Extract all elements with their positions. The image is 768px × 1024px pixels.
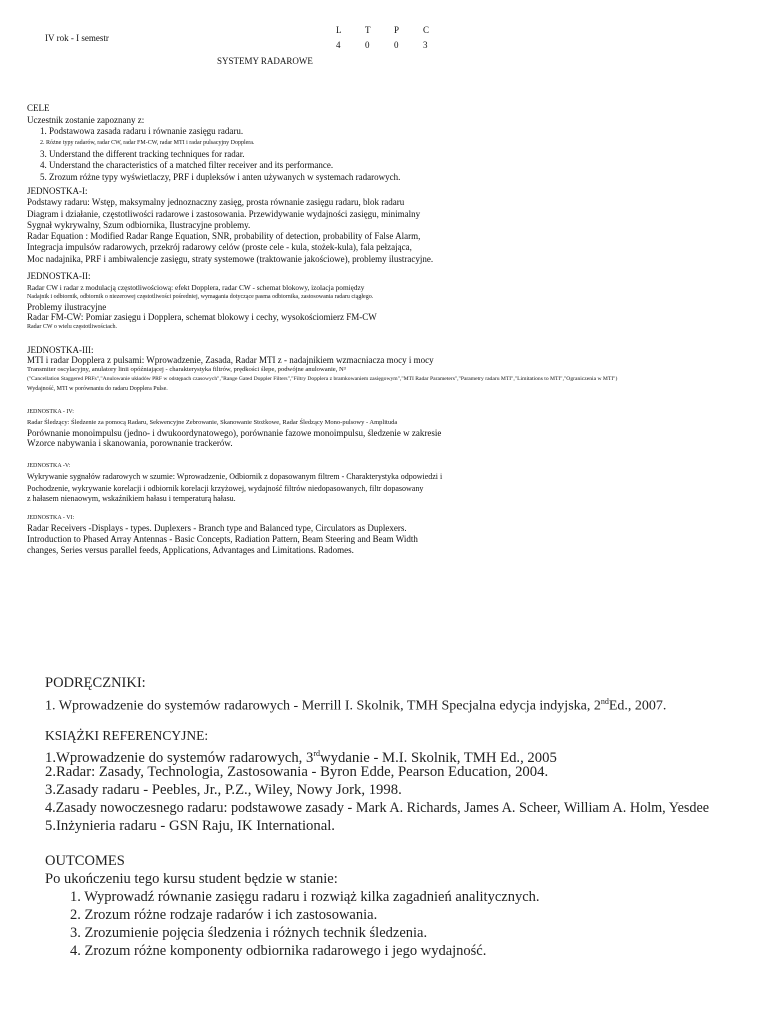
ltpc-value-t: 0 bbox=[365, 40, 370, 50]
cele-heading: CELE bbox=[27, 103, 50, 113]
unit-6-heading: JEDNOSTKA - VI: bbox=[27, 515, 75, 521]
reference-item-text-end: wydanie - M.I. Skolnik, TMH Ed., 2005 bbox=[320, 749, 557, 766]
list-item: 4. Understand the characteristics of a matched filter receiver and its performance. bbox=[40, 160, 334, 170]
ltpc-table bbox=[336, 25, 452, 50]
textbook-item-text-end: Ed., 2007. bbox=[608, 698, 667, 714]
references-heading: KSIĄŻKI REFERENCYJNE: bbox=[45, 728, 209, 743]
unit-3-line: MTI i radar Dopplera z pulsami: Wprowadzenie, Zasada, Radar MTI z - nadajnikiem wzmacniacza mocy i mocy bbox=[27, 355, 434, 365]
unit-3-line: ("Cancellation Staggered PRFs","Anulowanie układów PRF w odstępach czasowych","Range Gated Doppler Filters","Filtry Dopplera z bramkowaniem zasięgowym","MTI Radar Parameters","Parametry radaru MTI","Limitations to MTI","Ograniczenia w MTI") bbox=[27, 376, 618, 382]
unit-2-section bbox=[27, 271, 377, 332]
ltpc-value-l: 4 bbox=[336, 40, 341, 50]
unit-3-line: Wydajność, MTI w porównaniu do radaru Dopplera Pulse. bbox=[27, 386, 168, 392]
unit-2-line: Radar FM-CW: Pomiar zasięgu i Dopplera, schemat blokowy i cechy, wysokościomierz FM-CW bbox=[27, 312, 377, 322]
unit-1-line: Radar Equation : Modified Radar Range Equation, SNR, probability of detection, probability of False Alarm, bbox=[27, 231, 421, 242]
ltpc-label-p: P bbox=[394, 25, 400, 35]
outcome-item: 2. Zrozum różne rodzaje radarów i ich zastosowania. bbox=[70, 907, 378, 923]
textbook-item-text: 1. Wprowadzenie do systemów radarowych - Merrill I. Skolnik, TMH Specjalna edycja indyjska, 2 bbox=[45, 698, 601, 714]
reference-item: 3.Zasady radaru - Peebles, Jr., P.Z., Wiley, Nowy Jork, 1998. bbox=[45, 782, 402, 798]
unit-1-heading: JEDNOSTKA-I: bbox=[27, 186, 88, 196]
unit-4-line: Porównanie monoimpulsu (jedno- i dwukoordynatowego), porównanie fazowe monoimpulsu, śledzenie w zakresie bbox=[27, 428, 442, 438]
list-item: 5. Zrozum różne typy wyświetlaczy, PRF i dupleksów i anten używanych w systemach radarowych. bbox=[40, 171, 401, 182]
outcome-item: 4. Zrozum różne komponenty odbiornika radarowego i jego wydajność. bbox=[70, 943, 487, 959]
unit-1-line: Podstawy radaru: Wstęp, maksymalny jednoznaczny zasięg, prosta równanie zasięgu radaru, blok radaru bbox=[27, 197, 405, 208]
unit-1-section bbox=[27, 186, 433, 265]
unit-4-section bbox=[27, 407, 441, 448]
unit-5-section bbox=[27, 461, 442, 504]
outcomes-heading: OUTCOMES bbox=[45, 853, 125, 869]
unit-6-section bbox=[27, 513, 418, 556]
cele-intro: Uczestnik zostanie zapoznany z: bbox=[27, 114, 145, 125]
ltpc-label-l: L bbox=[336, 25, 342, 35]
unit-4-line: Radar Śledzący: Śledzenie za pomocą Radaru, Sekwencyjne Zebrowanie, Skanowanie Stożkowe, Radar Śledzący Mono-pulsowy - Amplituda bbox=[27, 419, 398, 426]
textbook-item-sup: nd bbox=[600, 697, 609, 706]
year-semester: IV rok - I semestr bbox=[45, 33, 109, 43]
textbook-item bbox=[45, 693, 666, 715]
unit-3-section bbox=[27, 345, 617, 394]
unit-6-line: changes, Series versus parallel feeds, Applications, Advantages and Limitations. Radomes. bbox=[27, 545, 354, 555]
unit-2-line: Radar CW i radar z modulacją częstotliwościową: efekt Dopplera, radar CW - schemat blokowy, izolacja pomiędzy bbox=[27, 283, 365, 292]
unit-6-line: Radar Receivers -Displays - types. Duplexers - Branch type and Balanced type, Circulators as Duplexers. bbox=[27, 523, 407, 533]
unit-5-line: Wykrywanie sygnałów radarowych w szumie: Wprowadzenie, Odbiornik z dopasowanym filtrem - Charakterystyka odpowiedzi i bbox=[27, 472, 443, 481]
unit-2-line: Radar CW o wielu częstotliwościach. bbox=[27, 324, 118, 330]
unit-2-line: Problemy ilustracyjne bbox=[27, 302, 107, 312]
unit-5-line: Pochodzenie, wykrywanie korelacji i odbiornik korelacji krzyżowej, wydajność filtrów niedopasowanych, filtr dopasowany bbox=[27, 484, 424, 493]
reference-item-sup: rd bbox=[313, 749, 321, 758]
cele-section bbox=[27, 103, 400, 183]
unit-4-heading: JEDNOSTKA - IV: bbox=[27, 409, 74, 415]
unit-5-line: z hałasem nienaowym, wskaźnikiem hałasu i temperaturą hałasu. bbox=[27, 494, 236, 503]
unit-1-line: Integracja impulsów radarowych, przekrój radarowy celów (proste cele - kula, stożek-kula), fala pełzająca, bbox=[27, 242, 412, 253]
unit-1-line: Sygnał wykrywalny, Szum odbiornika, Ilustracyjne problemy. bbox=[27, 219, 251, 230]
reference-item-text: 1.Wprowadzenie do systemów radarowych, 3 bbox=[45, 749, 314, 766]
ltpc-label-t: T bbox=[365, 25, 371, 35]
unit-5-heading: JEDNOSTKA -V: bbox=[27, 463, 71, 469]
ltpc-label-c: C bbox=[423, 25, 430, 35]
list-item: 1. Podstawowa zasada radaru i równanie zasięgu radaru. bbox=[40, 126, 244, 136]
unit-6-line: Introduction to Phased Array Antennas - Basic Concepts, Radiation Pattern, Beam Steering and Beam Width bbox=[27, 534, 418, 544]
ltpc-value-c: 3 bbox=[423, 40, 428, 50]
unit-1-line: Moc nadajnika, PRF i ambiwalencje zasięgu, straty systemowe (traktowanie jakościowe), problemy ilustracyjne. bbox=[27, 253, 434, 264]
unit-3-line: Transmiter oscylacyjny, anulatory linii opóźniającej - charakterystyka filtrów, prędkości ślepe, podwójne anulowanie, N³ bbox=[27, 366, 346, 373]
cele-list bbox=[27, 126, 400, 183]
page-title: SYSTEMY RADAROWE bbox=[217, 56, 313, 66]
outcome-item: 3. Zrozumienie pojęcia śledzenia i różnych technik śledzenia. bbox=[70, 925, 428, 941]
outcomes-intro: Po ukończeniu tego kursu student będzie w stanie: bbox=[45, 871, 338, 887]
reference-item: 5.Inżynieria radaru - GSN Raju, IK International. bbox=[45, 818, 335, 834]
list-item: 2. Różne typy radarów, radar CW, radar FM-CW, radar MTI i radar pulsacyjny Dopplera. bbox=[40, 139, 255, 146]
outcome-item: 1. Wyprowadź równanie zasięgu radaru i rozwiąż kilka zagadnień analitycznych. bbox=[70, 889, 540, 905]
textbooks-heading: PODRĘCZNIKI: bbox=[45, 675, 146, 691]
list-item: 3. Understand the different tracking techniques for radar. bbox=[40, 148, 245, 159]
unit-4-line: Wzorce nabywania i skanowania, porownanie trackerów. bbox=[27, 438, 233, 448]
unit-3-heading: JEDNOSTKA-III: bbox=[27, 345, 94, 355]
unit-1-line: Diagram i działanie, częstotliwości radarowe i zastosowania. Przewidywanie wydajności zasięgu, minimalny bbox=[27, 208, 421, 219]
ltpc-value-p: 0 bbox=[394, 40, 399, 50]
unit-2-line: Nadajnik i odbiornik, odbiornik o niezerowej częstotliwości pośredniej, wymagania dotyczące pasma odbiornika, zastosowania radaru ciągłego. bbox=[27, 294, 374, 300]
reference-item: 2.Radar: Zasady, Technologia, Zastosowania - Byron Edde, Pearson Education, 2004. bbox=[45, 764, 549, 780]
reference-item: 4.Zasady nowoczesnego radaru: podstawowe zasady - Mark A. Richards, James A. Scheer, William A. Holm, Yesdee bbox=[45, 800, 710, 816]
unit-2-heading: JEDNOSTKA-II: bbox=[27, 271, 91, 281]
